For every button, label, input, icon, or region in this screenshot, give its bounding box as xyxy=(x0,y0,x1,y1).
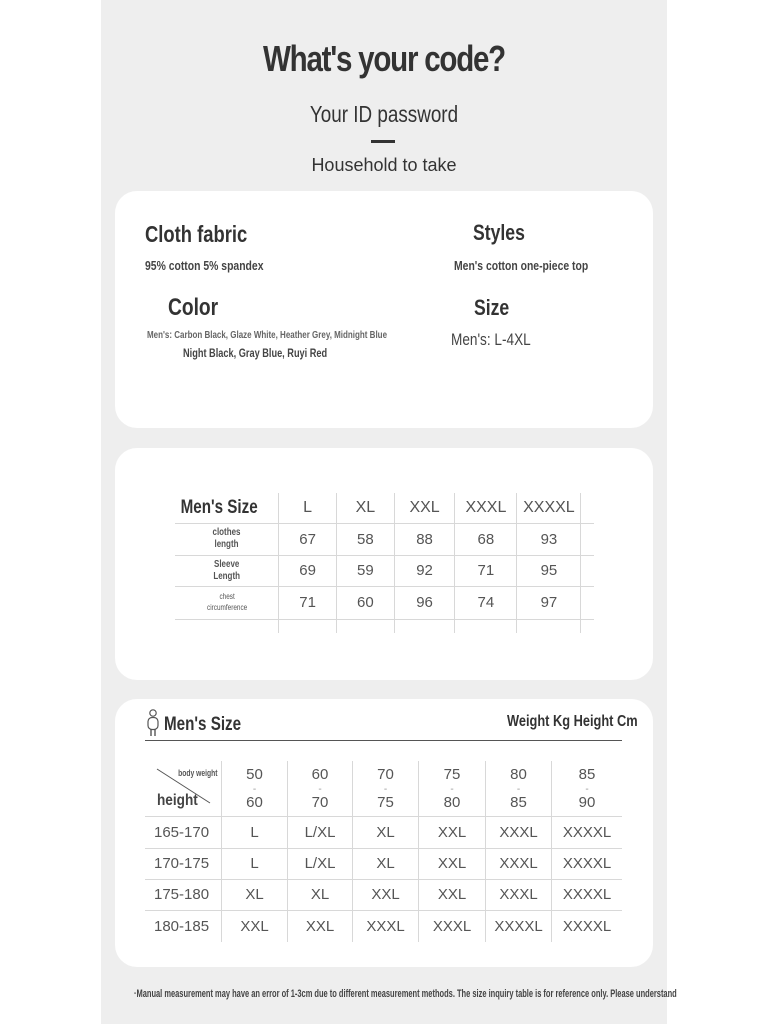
row-label: clothes xyxy=(212,527,241,538)
table-cell: XXXL xyxy=(486,879,552,910)
size-chart-title: Men's Size xyxy=(164,714,242,735)
table-cell: XXL xyxy=(222,910,288,942)
table-cell: L xyxy=(222,848,288,879)
table-cell: XXXL xyxy=(486,848,552,879)
styles-value: Men's cotton one-piece top xyxy=(454,258,589,273)
column-header: XXXXL xyxy=(517,493,581,523)
table-cell: XXXL xyxy=(419,910,486,942)
person-icon xyxy=(146,709,160,737)
column-header: XXXL xyxy=(455,493,517,523)
size-chart-card xyxy=(115,699,653,967)
table-cell: XXXXL xyxy=(552,879,623,910)
fabric-value: 95% cotton 5% spandex xyxy=(145,258,264,273)
page-subtitle: Your ID password xyxy=(309,101,459,127)
column-header: XXL xyxy=(394,493,454,523)
footer-note: ·Manual measurement may have an error of 1-3cm due to different measurement methods. The size inquiry table is for reference only. Please understand xyxy=(134,988,677,1000)
weight-column-header: 85 - 90 xyxy=(552,761,623,816)
page-background xyxy=(101,0,677,1024)
table-row xyxy=(145,879,622,910)
table-cell: XXL xyxy=(419,879,486,910)
table-cell: XXXL xyxy=(486,816,552,848)
row-label: Sleeve xyxy=(214,558,240,570)
table-cell: L/XL xyxy=(288,848,353,879)
divider xyxy=(371,140,395,143)
column-header: L xyxy=(279,493,336,523)
color-value-line-2: Night Black, Gray Blue, Ruyi Red xyxy=(183,348,328,360)
weight-column-header: 50 - 60 xyxy=(222,761,288,816)
table-cell: 67 xyxy=(279,523,336,555)
column-header: XL xyxy=(336,493,394,523)
table-cell: 97 xyxy=(517,586,581,619)
table-cell: 92 xyxy=(394,555,454,586)
corner-weight-label: body weight xyxy=(177,768,217,778)
table-cell: 88 xyxy=(394,523,454,555)
table-cell: XXXXL xyxy=(552,848,623,879)
row-label: length xyxy=(214,539,239,550)
table-cell: 96 xyxy=(394,586,454,619)
table-row xyxy=(175,555,594,586)
table-row xyxy=(145,848,622,879)
tagline: Household to take xyxy=(311,155,457,175)
table-cell: 95 xyxy=(517,555,581,586)
height-cell: 180-185 xyxy=(145,910,222,942)
table-cell: XXL xyxy=(419,848,486,879)
table-cell: XL xyxy=(353,816,419,848)
table-cell: XXXL xyxy=(353,910,419,942)
table-cell: XL xyxy=(288,879,353,910)
size-label: Size xyxy=(474,295,510,320)
weight-column-header: 80 - 85 xyxy=(486,761,552,816)
page-title: What's your code? xyxy=(263,38,505,79)
table-cell: XL xyxy=(353,848,419,879)
table-cell: XXXXL xyxy=(486,910,552,942)
measurement-card xyxy=(115,448,653,680)
table-cell: XXL xyxy=(353,879,419,910)
height-cell: 170-175 xyxy=(145,848,222,879)
color-label: Color xyxy=(168,294,219,321)
measurement-title: Men's Size xyxy=(180,496,258,518)
table-cell: 58 xyxy=(336,523,394,555)
row-label: Length xyxy=(213,570,241,582)
table-cell: 74 xyxy=(455,586,517,619)
table-cell: 59 xyxy=(336,555,394,586)
weight-column-header: 70 - 75 xyxy=(353,761,419,816)
height-cell: 165-170 xyxy=(145,816,222,848)
table-cell: 60 xyxy=(336,586,394,619)
table-cell: XL xyxy=(222,879,288,910)
row-label: circumference xyxy=(206,603,247,612)
weight-header-row xyxy=(145,761,622,816)
table-row xyxy=(175,586,594,619)
weight-column-header: 75 - 80 xyxy=(419,761,486,816)
table-cell: L/XL xyxy=(288,816,353,848)
header-rule xyxy=(145,740,622,741)
table-cell: 68 xyxy=(455,523,517,555)
table-cell: 71 xyxy=(279,586,336,619)
table-cell: 93 xyxy=(517,523,581,555)
measurement-header-row xyxy=(175,493,594,523)
table-cell: XXXXL xyxy=(562,917,612,935)
table-row xyxy=(175,523,594,555)
table-cell: XXL xyxy=(419,816,486,848)
units-label: Weight Kg Height Cm xyxy=(507,713,638,730)
measurement-table xyxy=(175,493,594,633)
table-cell: XXL xyxy=(288,910,353,942)
fabric-label: Cloth fabric xyxy=(145,221,248,247)
size-chart-table xyxy=(145,761,622,942)
styles-label: Styles xyxy=(473,220,525,245)
weight-column-header: 60 - 70 xyxy=(288,761,353,816)
table-cell: L xyxy=(222,816,288,848)
corner-cell xyxy=(145,761,222,816)
table-row xyxy=(145,816,622,848)
product-info-card xyxy=(115,191,653,428)
row-label: chest xyxy=(219,592,235,601)
color-value-line-1: Men's: Carbon Black, Glaze White, Heather Grey, Midnight Blue xyxy=(147,330,388,341)
corner-height-label: height xyxy=(157,792,198,809)
table-cell: XXXXL xyxy=(552,816,623,848)
table-cell: 69 xyxy=(279,555,336,586)
height-cell: 175-180 xyxy=(145,879,222,910)
table-row xyxy=(145,910,622,942)
size-value: Men's: L-4XL xyxy=(451,330,531,349)
table-cell: 71 xyxy=(455,555,517,586)
